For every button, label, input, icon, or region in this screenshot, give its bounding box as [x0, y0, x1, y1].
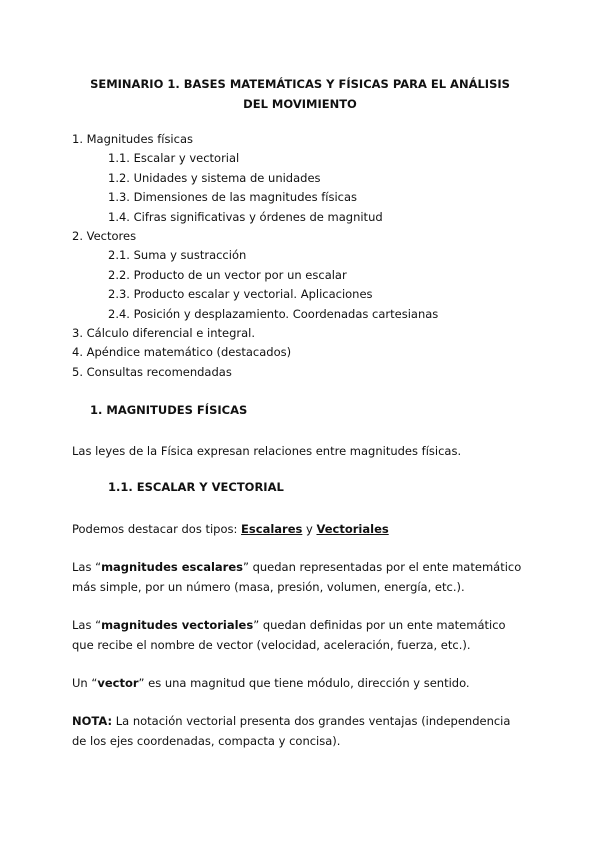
- toc-subitem: 2.2. Producto de un vector por un escalar: [108, 267, 347, 282]
- toc-item: 4. Apéndice matemático (destacados): [72, 345, 292, 360]
- types-mid: y: [302, 522, 317, 536]
- toc-item: 3. Cálculo diferencial e integral.: [72, 326, 255, 341]
- def-pre: Un “: [72, 676, 98, 690]
- def-bold: vector: [97, 676, 139, 690]
- types-prefix: Podemos destacar dos tipos:: [72, 522, 242, 536]
- title-line-1: SEMINARIO 1. BASES MATEMÁTICAS Y FÍSICAS PARA EL ANÁLISIS: [90, 77, 510, 91]
- toc-item: 1. Magnitudes físicas: [72, 132, 193, 146]
- toc-subitem: 1.2. Unidades y sistema de unidades: [108, 170, 321, 185]
- section-1-1-heading: 1.1. ESCALAR Y VECTORIAL: [108, 480, 284, 494]
- toc-subitem: 1.3. Dimensiones de las magnitudes físicas: [108, 190, 358, 205]
- title-line-2: DEL MOVIMIENTO: [243, 97, 357, 111]
- scalar-paragraph: [72, 557, 528, 597]
- vector-bold: magnitudes vectoriales: [101, 618, 254, 632]
- table-of-contents: [72, 130, 552, 382]
- vector-pre: Las “: [72, 618, 102, 632]
- note-label: NOTA:: [72, 714, 113, 728]
- section-1-intro: Las leyes de la Física expresan relaciones entre magnitudes físicas.: [72, 444, 462, 458]
- toc-subitem: 2.1. Suma y sustracción: [108, 248, 247, 263]
- toc-subitem: 2.3. Producto escalar y vectorial. Aplicaciones: [108, 287, 373, 302]
- types-vectoriales: Vectoriales: [316, 522, 389, 536]
- document-title: [60, 74, 540, 114]
- toc-subitem: 1.1. Escalar y vectorial: [108, 151, 240, 166]
- def-post: ” es una magnitud que tiene módulo, dirección y sentido.: [138, 676, 470, 690]
- vector-definition: [72, 673, 528, 693]
- note-text: La notación vectorial presenta dos grandes ventajas (independencia de los ejes coordenadas, compacta y concisa).: [72, 714, 511, 748]
- section-1-heading: 1. MAGNITUDES FÍSICAS: [90, 403, 248, 417]
- types-escalares: Escalares: [241, 522, 303, 536]
- note-paragraph: [72, 711, 528, 751]
- toc-subitem: 1.4. Cifras significativas y órdenes de magnitud: [108, 209, 383, 224]
- vector-paragraph: [72, 615, 528, 655]
- scalar-pre: Las “: [72, 560, 102, 574]
- scalar-bold: magnitudes escalares: [101, 560, 243, 574]
- types-paragraph: [72, 519, 528, 539]
- vector-post: ” quedan definidas por un ente matemático que recibe el nombre de vector (velocidad, aceleración, fuerza, etc.).: [72, 618, 506, 652]
- toc-item: 2. Vectores: [72, 229, 137, 244]
- toc-subitem: 2.4. Posición y desplazamiento. Coordenadas cartesianas: [108, 306, 439, 321]
- toc-item: 5. Consultas recomendadas: [72, 364, 232, 379]
- scalar-post: ” quedan representadas por el ente matemático más simple, por un número (masa, presión, volumen, energía, etc.).: [72, 560, 522, 594]
